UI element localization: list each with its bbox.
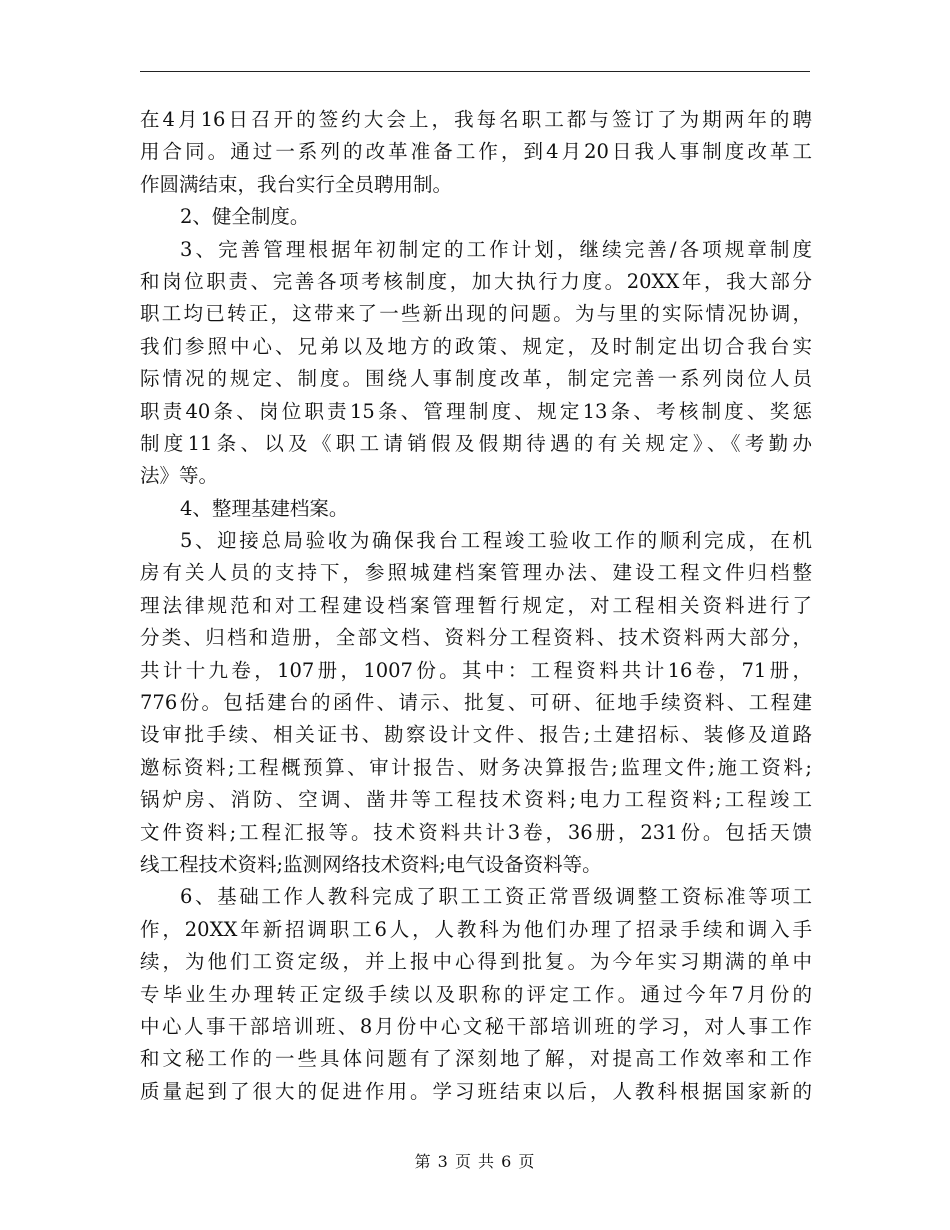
page-footer: 第 3 页 共 6 页 <box>414 1152 536 1171</box>
text-line: 和文秘工作的一些具体问题有了深刻地了解，对提高工作效率和工作 <box>140 1047 812 1071</box>
body-text <box>140 104 812 1108</box>
text-line: 在4月16日召开的签约大会上，我每名职工都与签订了为期两年的聘 <box>140 108 812 131</box>
text-line: 中心人事干部培训班、8月份中心文秘干部培训班的学习，对人事工作 <box>140 1014 812 1038</box>
text-line: 776份。包括建台的函件、请示、批复、可研、征地手续资料、工程建 <box>140 691 812 715</box>
text-line: 法》等。 <box>140 464 219 488</box>
text-line: 职工均已转正，这带来了一些新出现的问题。为与里的实际情况协调， <box>140 302 812 326</box>
text-line: 4、整理基建档案。 <box>180 496 349 520</box>
text-line: 质量起到了很大的促进作用。学习班结束以后，人教科根据国家新的 <box>140 1079 812 1103</box>
text-line: 和岗位职责、完善各项考核制度，加大执行力度。20XX年，我大部分 <box>140 269 812 293</box>
text-line: 分类、归档和造册，全部文档、资料分工程资料、技术资料两大部分， <box>140 626 812 650</box>
text-line: 房有关人员的支持下，参照城建档案管理办法、建设工程文件归档整 <box>140 561 812 585</box>
text-line: 作圆满结束，我台实行全员聘用制。 <box>140 172 453 196</box>
text-line: 作，20XX年新招调职工6人，人教科为他们办理了招录手续和调入手 <box>140 917 812 941</box>
text-line: 续，为他们工资定级，并上报中心得到批复。为今年实习期满的单中 <box>140 950 812 974</box>
text-line: 制度11条、以及《职工请销假及假期待遇的有关规定》、《考勤办 <box>140 431 812 455</box>
text-line: 锅炉房、消防、空调、凿井等工程技术资料;电力工程资料;工程竣工 <box>140 788 812 812</box>
text-line: 3、完善管理根据年初制定的工作计划，继续完善/各项规章制度 <box>180 237 812 261</box>
header-rule <box>140 71 810 72</box>
text-line: 用合同。通过一系列的改革准备工作，到4月20日我人事制度改革工 <box>140 140 812 164</box>
text-line: 文件资料;工程汇报等。技术资料共计3卷，36册，231份。包括天馈 <box>140 820 812 844</box>
text-line: 设审批手续、相关证书、勘察设计文件、报告;土建招标、装修及道路 <box>140 723 812 747</box>
text-line: 我们参照中心、兄弟以及地方的政策、规定，及时制定出切合我台实 <box>140 334 812 358</box>
text-line: 专毕业生办理转正定级手续以及职称的评定工作。通过今年7月份的 <box>140 982 812 1006</box>
text-line: 职责40条、岗位职责15条、管理制度、规定13条、考核制度、奖惩 <box>140 399 812 423</box>
text-line: 线工程技术资料;监测网络技术资料;电气设备资料等。 <box>140 852 602 876</box>
text-line: 6、基础工作人教科完成了职工工资正常晋级调整工资标准等项工 <box>180 885 812 909</box>
text-line: 2、健全制度。 <box>180 205 310 229</box>
text-line: 5、迎接总局验收为确保我台工程竣工验收工作的顺利完成，在机 <box>180 529 812 553</box>
text-line: 理法律规范和对工程建设档案管理暂行规定，对工程相关资料进行了 <box>140 593 812 617</box>
text-line: 际情况的规定、制度。围绕人事制度改革，制定完善一系列岗位人员 <box>140 367 812 391</box>
text-line: 邀标资料;工程概预算、审计报告、财务决算报告;监理文件;施工资料; <box>140 755 812 779</box>
text-line: 共计十九卷，107册，1007份。其中：工程资料共计16卷，71册， <box>140 658 812 682</box>
